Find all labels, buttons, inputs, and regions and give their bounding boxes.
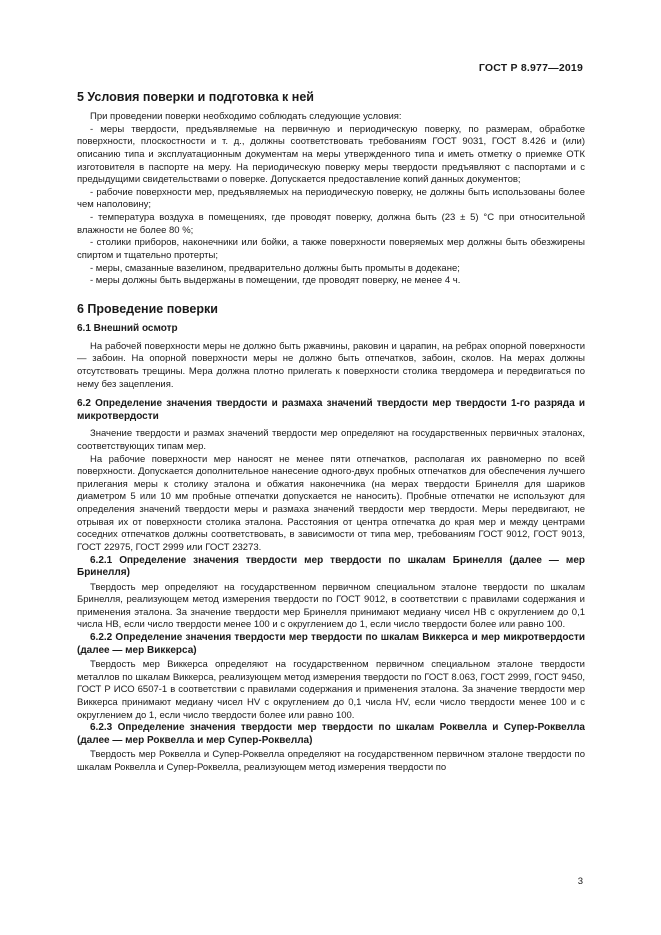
section-5-title: 5 Условия поверки и подготовка к ней	[77, 90, 314, 104]
list-item: - рабочие поверхности мер, предъявляемых на периодическую поверку, не должны быть использованы более чем наполовину;	[77, 186, 585, 211]
section-6-2-2-title: 6.2.2 Определение значения твердости мер твердости по шкалам Виккерса и мер микротвердости (далее — мер Виккерса)	[77, 632, 585, 656]
list-item: - столики приборов, наконечники или бойки, а также поверхности поверяемых мер должны быть обезжирены спиртом и тщательно протерты;	[77, 237, 585, 261]
section-6-2-1-title: 6.2.1 Определение значения твердости мер твердости по шкалам Бринелля (далее — мер Бринелля)	[77, 554, 585, 578]
section-6-2-title: 6.2 Определение значения твердости и размаха значений твердости мер твердости 1-го разряда и микротвердости	[77, 398, 585, 423]
page-content	[77, 90, 585, 774]
page-number: 3	[577, 876, 583, 887]
paragraph: На рабочей поверхности меры не должно быть ржавчины, раковин и царапин, на ребрах опорной поверхности — забоин. На опорной поверхности меры не должно быть отпечатков, забоин, сколов. На мерах должны отсутствовать трещины. Мера должна плотно прилегать к поверхности столика твердомера и передвигаться по нему без зацепления.	[77, 340, 585, 390]
paragraph: Твердость мер Роквелла и Супер-Роквелла определяют на государственном первичном эталоне твердости по шкалам Роквелла и Супер-Роквелла, реализующем метод измерения твердости по	[77, 749, 585, 773]
list-item: - температура воздуха в помещениях, где проводят поверку, должна быть (23 ± 5) °С при относительной влажности не более 80 %;	[77, 212, 585, 236]
document-id: ГОСТ Р 8.977—2019	[478, 62, 583, 74]
paragraph: Твердость мер определяют на государственном первичном специальном эталоне твердости по шкалам Бринелля, реализующем метод измерения твердости по ГОСТ 9012, в соответствии с правилами содержания и применения эталона. За значение твердости мер Бринелля принимают медиану чисел НВ с округлением до 0,1 числа НВ, если число твердости менее 100 и с округлением до 1, если число твердости более или равно 100.	[77, 581, 585, 631]
list-item: - меры, смазанные вазелином, предварительно должны быть промыты в додекане;	[90, 262, 460, 274]
paragraph: На рабочие поверхности мер наносят не менее пяти отпечатков, располагая их равномерно по всей поверхности. Допускается дополнительное нанесение одного-двух пробных отпечатков для обеспечения лучшего прилегания меры к столику эталона и обжатия наконечника (на мерах твердости Бринелля для шариков диаметром 5 или 10 мм пробные отпечатки допускается не наносить). Пробные отпечатки не используют для определения значений твердости меры и размаха значений твердости мер твердости. Меры передвигают, не отрывая их от поверхности столика эталона. Расстояния от центра отпечатка до края мер и между центрами соседних отпечатков должны соответствовать, в зависимости от типа мер, требованиям ГОСТ 9012, ГОСТ 9013, ГОСТ 22975, ГОСТ 2999 или ГОСТ 23273.	[77, 453, 585, 553]
paragraph: Значение твердости и размах значений твердости мер определяют на государственных первичных эталонах, соответствующих типам мер.	[77, 428, 585, 452]
list-item: - меры должны быть выдержаны в помещении, где проводят поверку, не менее 4 ч.	[90, 275, 461, 287]
paragraph: Твердость мер Виккерса определяют на государственном первичном специальном эталоне твердости металлов по шкалам Виккерса, реализующем метод измерения твердости по ГОСТ 8.063, ГОСТ 2999, ГОСТ 9450, ГОСТ Р ИСО 6507-1 в соответствии с правилами содержания и применения эталона. За значение твердости мер Виккерса принимают медиану чисел HV с округлением до 0,1 числа HV, если число твердости менее 100 и с округлением до 1, если число твердости более или равно 100.	[77, 659, 585, 721]
section-6-2-3-title: 6.2.3 Определение значения твердости мер твердости по шкалам Роквелла и Супер-Роквелла (далее — мер Роквелла и мер Супер-Роквелла)	[77, 722, 585, 746]
paragraph: При проведении поверки необходимо соблюдать следующие условия:	[90, 111, 402, 122]
section-6-1-title: 6.1 Внешний осмотр	[77, 322, 178, 334]
section-6-title: 6 Проведение поверки	[77, 301, 218, 316]
list-item: - меры твердости, предъявляемые на первичную и периодическую поверку, по размерам, обработке поверхности, плоскостности и т. д., должны соответствовать требованиям ГОСТ 9031, ГОСТ 8.426 и (или) описанию типа и эксплуатационным документам на меры утвержденного типа и иметь отметку о приемке ОТК изготовителя в паспорте на меру. На периодическую поверку меры твердости предъявляют с паспортами и с предыдущими свидетельствами о поверке. Допускается предоставление копий данных документов;	[77, 123, 585, 186]
